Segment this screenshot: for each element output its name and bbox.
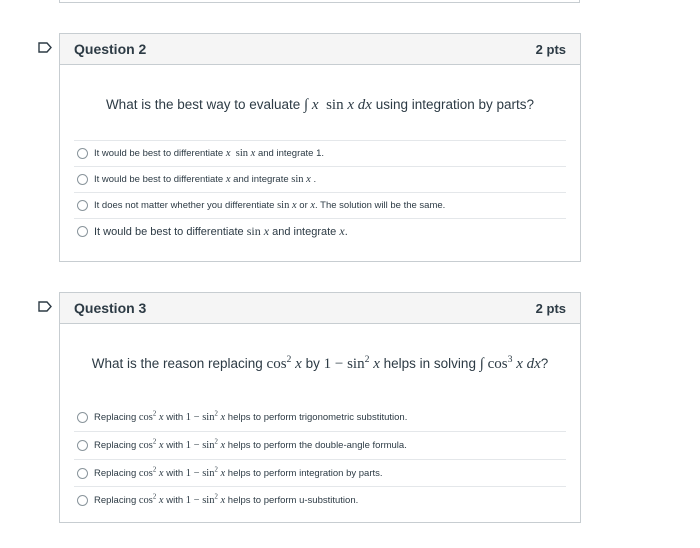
answer-label: It would be best to differentiate x and integrate sin x . xyxy=(94,174,317,185)
answer-option[interactable] xyxy=(74,431,566,459)
question-title: Question 2 xyxy=(74,41,147,57)
answer-option[interactable] xyxy=(74,218,566,244)
question-header xyxy=(60,34,580,65)
answer-label: Replacing $\cos^2 x$ with $1 - \sin^2 x$ helps to perform trigonometric substitution. xyxy=(94,410,408,423)
flag-question-icon[interactable] xyxy=(38,301,52,312)
answer-option[interactable] xyxy=(74,404,566,431)
answer-label: It would be best to differentiate x sin x and integrate 1. xyxy=(94,148,325,159)
flag-question-icon[interactable] xyxy=(38,42,52,53)
answer-option[interactable] xyxy=(74,140,566,166)
question-text: What is the reason replacing $\cos^2 x$ by $1 - \sin^2 x$ helps in solving ∫ $\cos^3 x$ dx? xyxy=(91,354,549,372)
question-header xyxy=(60,293,580,324)
answer-option[interactable] xyxy=(74,486,566,514)
radio-button[interactable] xyxy=(77,412,88,423)
question-points: 2 pts xyxy=(535,41,566,57)
answer-label: It would be best to differentiate sin x and integrate x. xyxy=(94,224,348,238)
question-points: 2 pts xyxy=(535,300,566,316)
radio-button[interactable] xyxy=(77,148,88,159)
radio-button[interactable] xyxy=(77,495,88,506)
radio-button[interactable] xyxy=(77,200,88,211)
answer-label: Replacing $\cos^2 x$ with $1 - \sin^2 x$ helps to perform u-substitution. xyxy=(94,493,359,506)
radio-button[interactable] xyxy=(77,440,88,451)
radio-button[interactable] xyxy=(77,174,88,185)
answer-option[interactable] xyxy=(74,192,566,218)
question-text: What is the best way to evaluate ∫ x sin x dx using integration by parts? xyxy=(105,97,535,113)
answer-label: Replacing $\cos^2 x$ with $1 - \sin^2 x$ helps to perform the double-angle formula. xyxy=(94,438,407,451)
answer-option[interactable] xyxy=(74,459,566,486)
answer-list xyxy=(74,140,566,244)
answer-option[interactable] xyxy=(74,166,566,192)
question-title: Question 3 xyxy=(74,300,147,316)
radio-button[interactable] xyxy=(77,468,88,479)
previous-question-bottom xyxy=(59,0,580,3)
answer-label: It does not matter whether you differentiate sin x or x. The solution will be the same. xyxy=(94,200,446,211)
answer-label: Replacing $\cos^2 x$ with $1 - \sin^2 x$ helps to perform integration by parts. xyxy=(94,466,383,479)
question-2 xyxy=(59,33,581,262)
answer-list xyxy=(74,404,566,514)
question-3 xyxy=(59,292,581,523)
radio-button[interactable] xyxy=(77,226,88,237)
